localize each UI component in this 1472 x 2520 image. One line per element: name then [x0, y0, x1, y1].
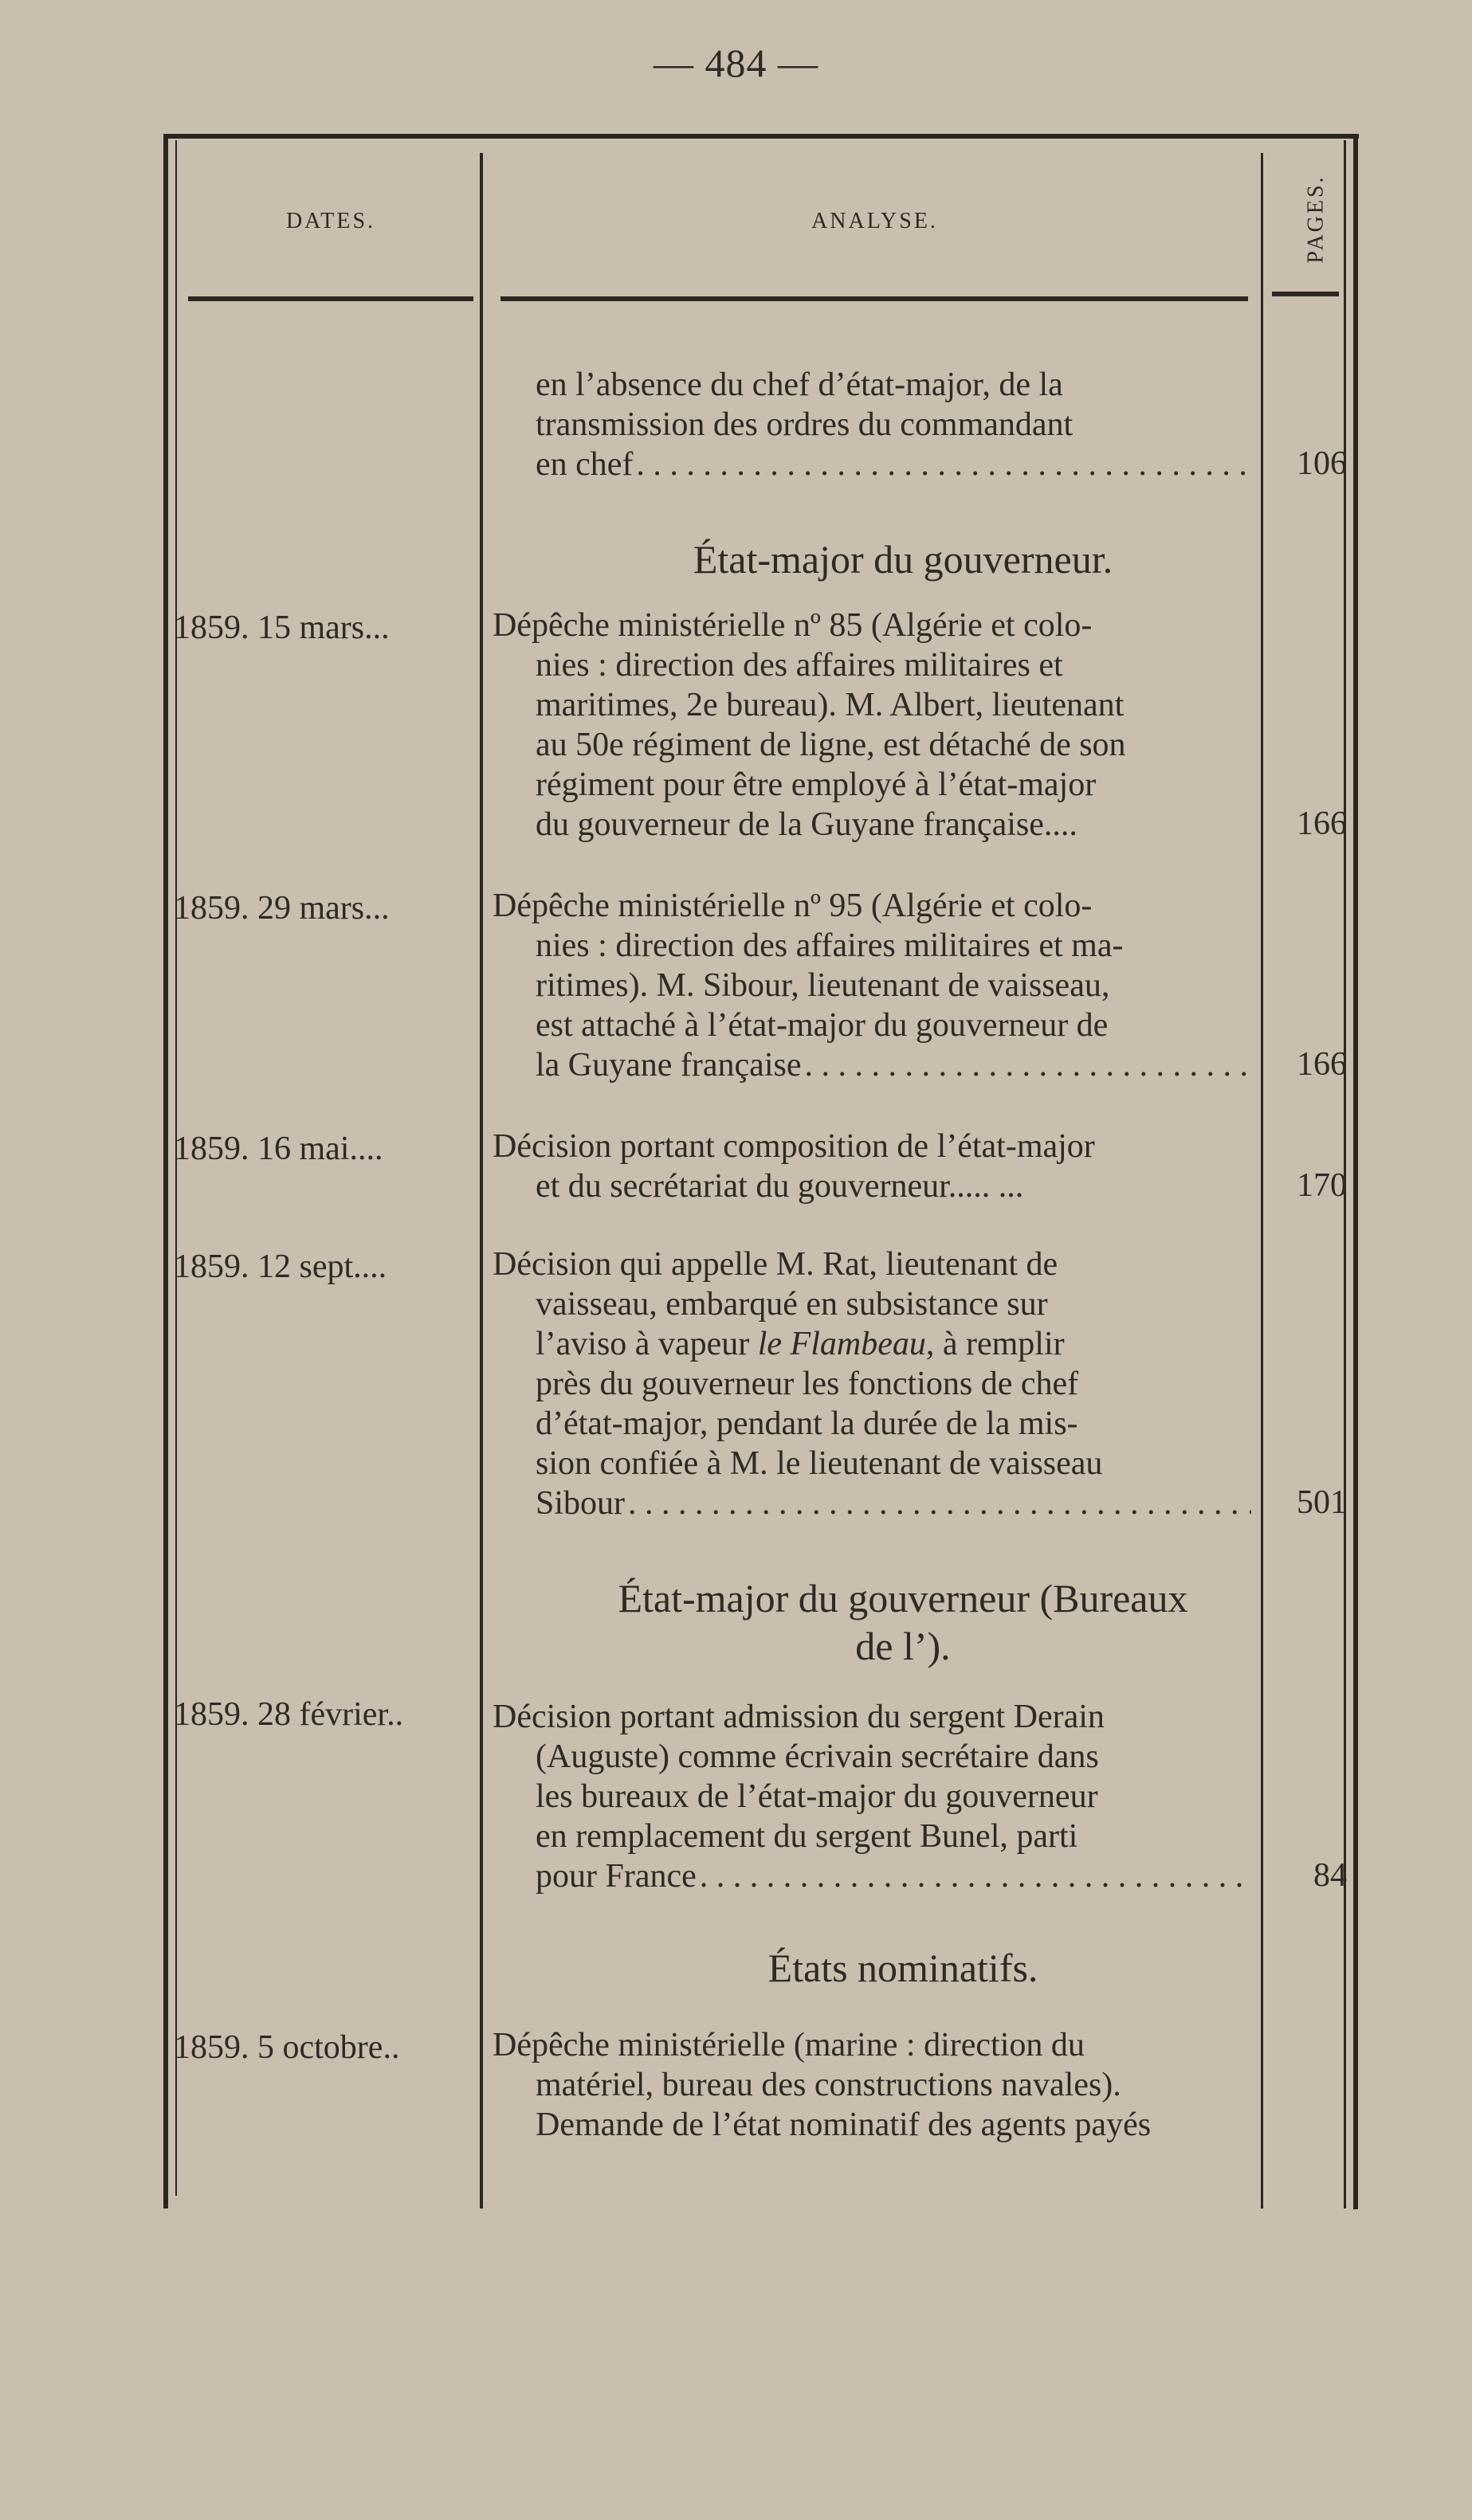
page-ref: 84 — [1313, 1857, 1347, 1894]
entry-analysis: Décision portant admission du sergent Derain (Auguste) comme écrivain secrétaire dans les bureaux de l’état-major du gouverneur en remplacement du sergent Bunel, parti pour France . . . — [493, 1697, 1251, 1896]
section-heading-cont: de l’). — [855, 1624, 951, 1668]
left-border-inner — [175, 140, 177, 2196]
page-ref: 166 — [1297, 1046, 1347, 1083]
page-ref: 166 — [1297, 805, 1347, 842]
entry-analysis: Dépêche ministérielle nº 85 (Algérie et colo- nies : direction des affaires militaires et maritimes, 2e bureau). M. Albert, lieutenant au 50e régiment de ligne, est détaché de son régiment pour être employé à l’état-major du gouverneur de la Guyane française.... — [493, 607, 1126, 843]
page-ref: 501 — [1297, 1484, 1347, 1521]
pages-header-rule — [1272, 292, 1339, 296]
pages-header: PAGES. — [1304, 174, 1329, 264]
entry-date: 1859. 5 octobre.. — [174, 2029, 400, 2066]
dates-header-rule — [188, 296, 473, 301]
analyse-header-rule — [500, 296, 1248, 301]
entry-analysis: Décision portant composition de l’état-major et du secrétariat du gouverneur..... ... — [493, 1128, 1095, 1205]
entry-continuation: en l’absence du chef d’état-major, de la transmission des ordres du commandant en chef . . . — [493, 365, 1251, 484]
entry-date: 1859. 16 mai.... — [174, 1131, 383, 1167]
section-heading: États nominatifs. — [767, 1946, 1038, 1990]
dates-header: DATES. — [285, 209, 376, 233]
section-heading: État-major du gouverneur. — [693, 537, 1113, 582]
entry-date: 1859. 15 mars... — [174, 609, 390, 646]
page-ref: 170 — [1297, 1167, 1347, 1204]
left-border — [163, 137, 168, 2208]
entry-analysis: Dépêche ministérielle nº 95 (Algérie et colo- nies : direction des affaires militaires et ma- ritimes). M. Sibour, lieutenant de vaisseau, est attaché à l’état-major du gouverneur de la Guyane française . . . — [493, 886, 1251, 1085]
entry-date: 1859. 28 février.. — [174, 1696, 404, 1733]
analyse-header: ANALYSE. — [811, 209, 938, 233]
page-ref: 106 — [1297, 445, 1347, 482]
entry-analysis: Dépêche ministérielle (marine : direction du matériel, bureau des constructions navales). Demande de l’état nominatif des agents payés — [493, 2027, 1152, 2143]
entry-date: 1859. 29 mars... — [174, 890, 390, 927]
entry-analysis: Décision qui appelle M. Rat, lieutenant de vaisseau, embarqué en subsistance sur l’aviso à vapeur le Flambeau, à remplir près du gouverneur les fonctions de chef d’état-major, pendant la durée de la mis- sion confiée à M. le lieutenant de vaisseau Sibour . . . — [493, 1244, 1251, 1523]
entry-date: 1859. 12 sept.... — [174, 1248, 387, 1285]
date-column-divider — [480, 153, 483, 2208]
right-border — [1353, 134, 1358, 2209]
pages-column-divider — [1261, 153, 1263, 2208]
page-number: — 484 — — [654, 41, 818, 85]
section-heading: État-major du gouverneur (Bureaux — [618, 1576, 1188, 1621]
